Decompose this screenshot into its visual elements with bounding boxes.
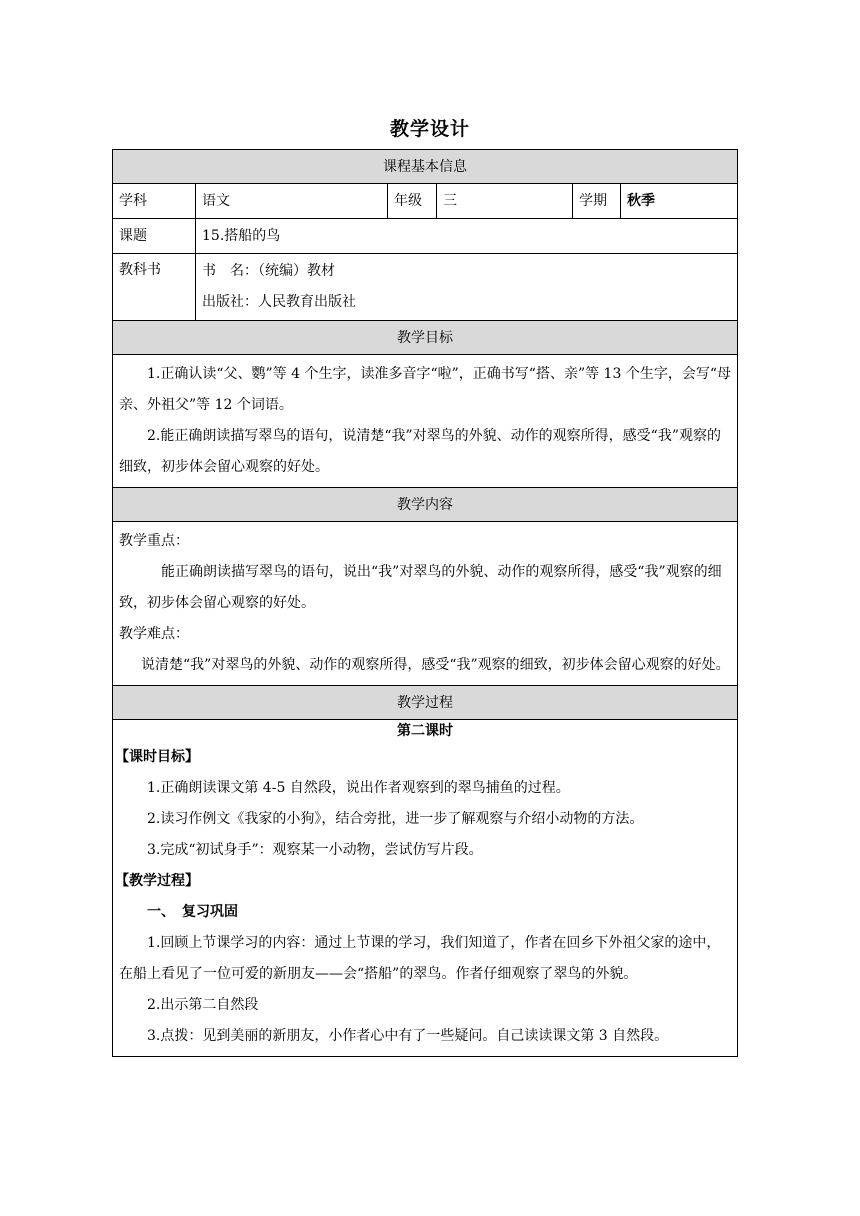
grade-value: 三 — [437, 184, 573, 219]
goal-item: 2.读习作例文《我家的小狗》，结合旁批，进一步了解观察与介绍小动物的方法。 — [147, 811, 644, 827]
lesson-value: 15.搭船的鸟 — [196, 219, 738, 254]
subject-value: 语文 — [196, 184, 388, 219]
page-title: 教学设计 — [389, 118, 470, 140]
term-value: 秋季 — [621, 184, 738, 219]
objectives-cell — [113, 355, 738, 488]
content-cell — [113, 522, 738, 686]
difficulty-text: 说清楚“我”对翠鸟的外貌、动作的观察所得，感受“我”观察的细致，初步体会留心观察的好处。 — [141, 657, 730, 673]
key-points-text: 能正确朗读描写翠鸟的语句，说出“我”对翠鸟的外貌、动作的观察所得，感受“我”观察的细致，初步体会留心观察的好处。 — [119, 564, 722, 611]
step-item: 2.出示第二自然段 — [147, 997, 259, 1013]
grade-label: 年级 — [388, 184, 437, 219]
step1-title: 一、 复习巩固 — [147, 904, 238, 920]
session-title: 第二课时 — [397, 723, 454, 739]
subject-label: 学科 — [113, 184, 196, 219]
objective-item: 1.正确认读“父、鹦”等 4 个生字，读准多音字“啦”，正确书写“搭、亲”等 13 个生字，会写“母亲、外祖父”等 12 个词语。 — [119, 366, 731, 413]
difficulty-label: 教学难点： — [119, 626, 189, 642]
steps-label: 【教学过程】 — [115, 873, 199, 889]
objective-item: 2.能正确朗读描写翠鸟的语句，说清楚“我”对翠鸟的外貌、动作的观察所得，感受“我”观察的细致，初步体会留心观察的好处。 — [119, 428, 721, 475]
goals-label: 【课时目标】 — [115, 749, 199, 765]
process-header: 教学过程 — [113, 686, 738, 720]
objectives-header: 教学目标 — [113, 321, 738, 355]
process-cell — [113, 720, 738, 1057]
basic-info-header: 课程基本信息 — [113, 150, 738, 184]
step-item: 3.点拨：见到美丽的新朋友，小作者心中有了一些疑问。自己读读课文第 3 自然段。 — [147, 1028, 669, 1044]
textbook-name: 书 名：（统编）教材 — [202, 263, 335, 279]
term-label: 学期 — [573, 184, 621, 219]
key-points-label: 教学重点： — [119, 533, 189, 549]
textbook-publisher: 出版社：人民教育出版社 — [202, 294, 356, 310]
content-header: 教学内容 — [113, 488, 738, 522]
lesson-plan-table — [112, 149, 738, 1057]
textbook-cell — [196, 254, 738, 321]
goal-item: 1.正确朗读课文第 4-5 自然段，说出作者观察到的翠鸟捕鱼的过程。 — [147, 780, 570, 796]
textbook-label: 教科书 — [113, 254, 196, 321]
step-item: 1.回顾上节课学习的内容：通过上节课的学习，我们知道了，作者在回乡下外祖父家的途中，在船上看见了一位可爱的新朋友——会“搭船”的翠鸟。作者仔细观察了翠鸟的外貌。 — [119, 935, 721, 982]
lesson-label: 课题 — [113, 219, 196, 254]
goal-item: 3.完成“初试身手”：观察某一小动物，尝试仿写片段。 — [147, 842, 483, 858]
